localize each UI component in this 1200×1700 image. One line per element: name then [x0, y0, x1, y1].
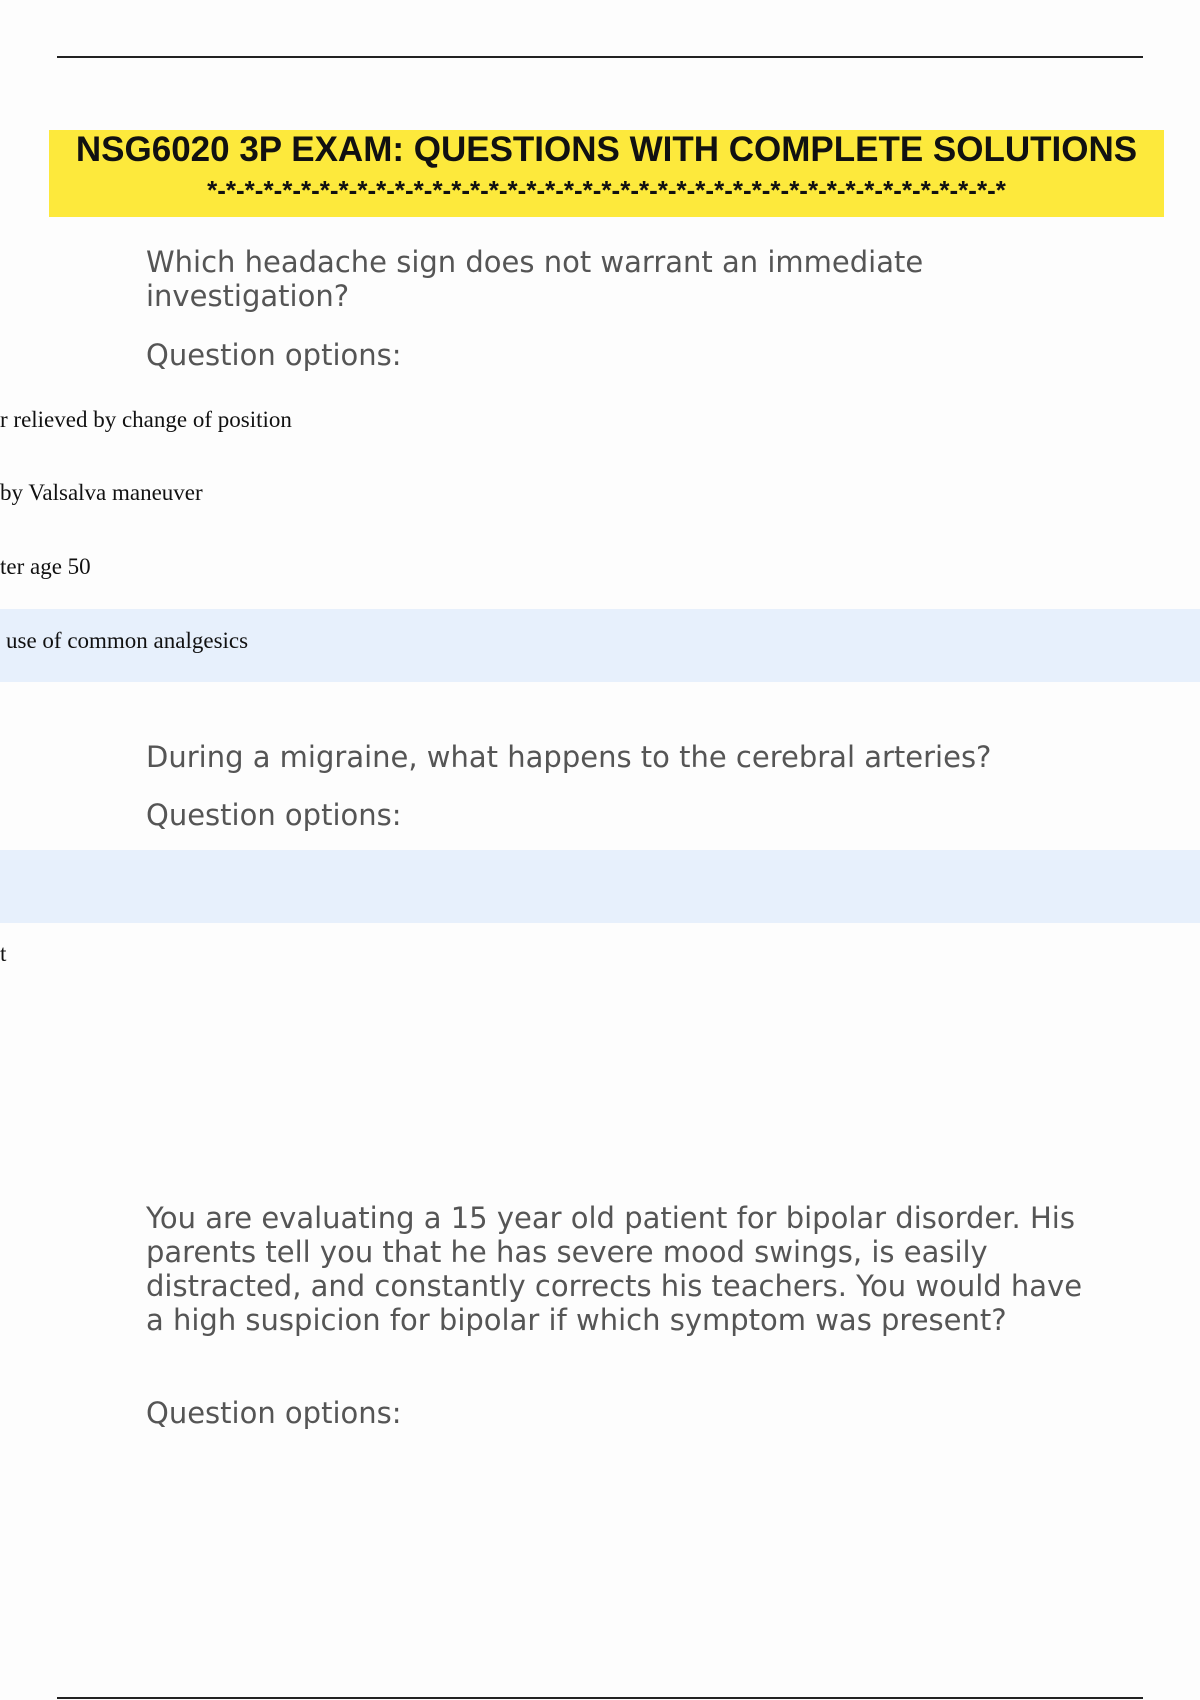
- question-1-option-4[interactable]: [0, 609, 1200, 682]
- option-text: t: [0, 941, 7, 966]
- question-1-text: Which headache sign does not warrant an immediate investigation?: [146, 245, 924, 313]
- question-1-options-label: Question options:: [146, 338, 402, 372]
- document-title: NSG6020 3P EXAM: QUESTIONS WITH COMPLETE SOLUTIONS: [75, 130, 1138, 169]
- question-2-options-label: Question options:: [146, 798, 402, 832]
- question-2-text: During a migraine, what happens to the cerebral arteries?: [146, 740, 992, 774]
- question-1-option-3[interactable]: [0, 532, 1200, 605]
- option-text: ter age 50: [0, 554, 91, 579]
- option-text: use of common analgesics: [6, 628, 249, 653]
- question-3-text: You are evaluating a 15 year old patient for bipolar disorder. His parents tell you that he has severe mood swings, is easily distracted, and constantly corrects his teachers. You would have a high suspicion for bipolar if which symptom was present?: [146, 1201, 1083, 1337]
- question-2-option-2[interactable]: [0, 923, 1200, 996]
- top-rule: [57, 56, 1143, 58]
- question-1-option-1[interactable]: [0, 385, 1200, 458]
- title-star-divider: *-*-*-*-*-*-*-*-*-*-*-*-*-*-*-*-*-*-*-*-*-*-*-*-*-*-*-*-*-*-*-*-*-*-*-*-*-*-*-*-*-*-*: [207, 175, 1006, 205]
- bottom-rule: [57, 1697, 1143, 1699]
- question-2-option-1[interactable]: [0, 850, 1200, 923]
- option-text: by Valsalva maneuver: [0, 480, 203, 505]
- option-text: r relieved by change of position: [0, 407, 292, 432]
- question-1-option-2[interactable]: [0, 458, 1200, 531]
- title-banner: [49, 130, 1164, 217]
- question-3-options-label: Question options:: [146, 1396, 402, 1430]
